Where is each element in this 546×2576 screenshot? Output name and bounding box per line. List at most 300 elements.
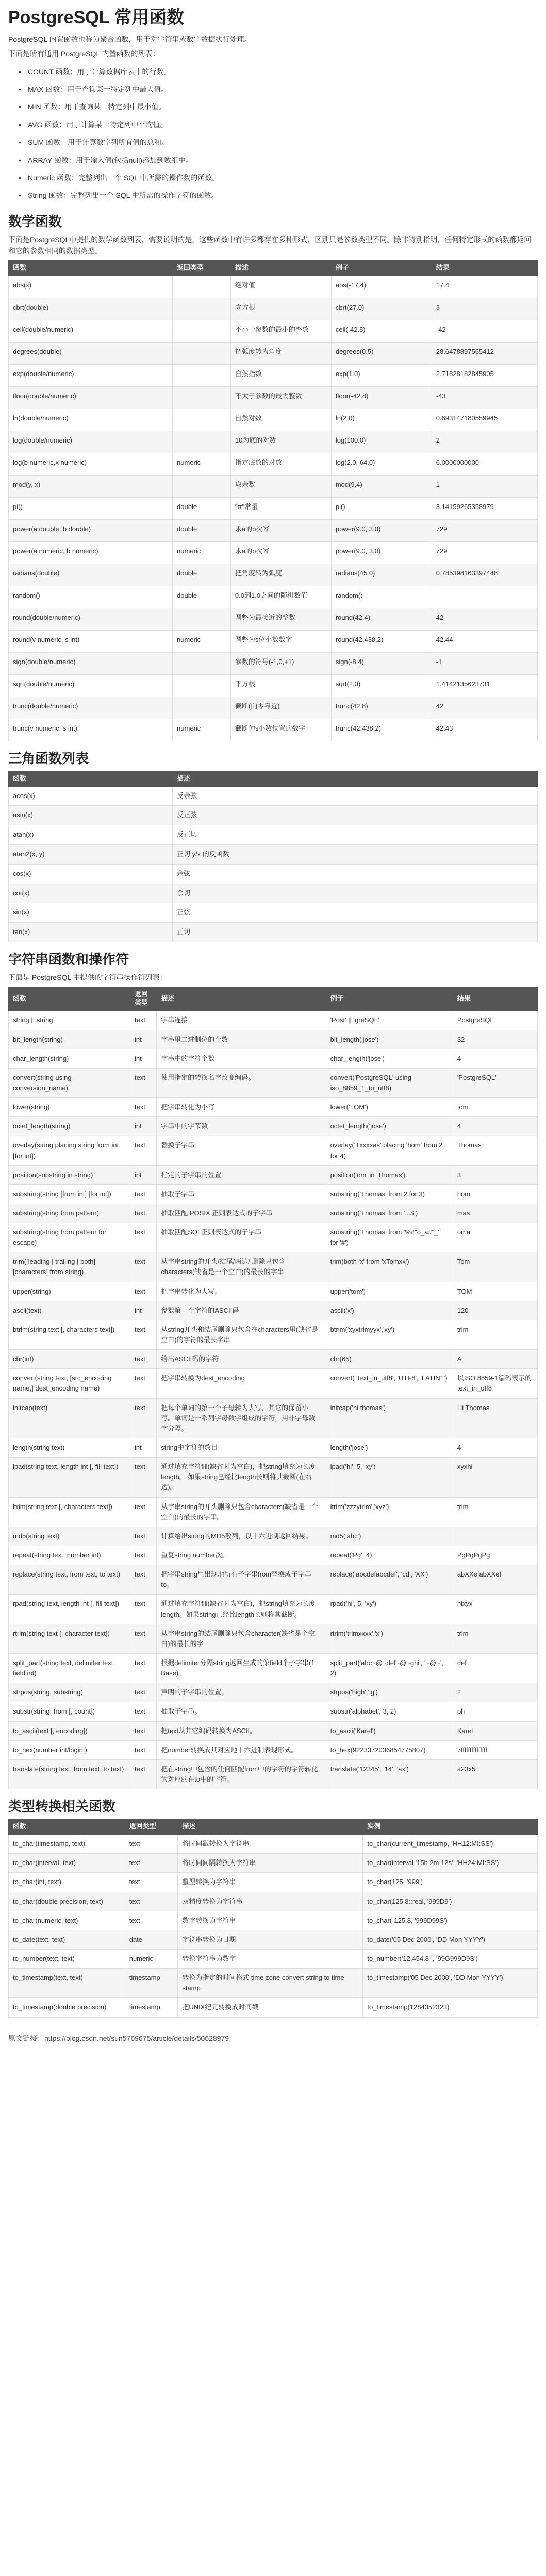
column-header: 返回类型 [130, 987, 156, 1011]
string-functions-table [8, 987, 538, 1790]
table-cell: substring('Thomas' from '...$') [326, 1204, 453, 1223]
table-cell: chr(65) [326, 1350, 453, 1369]
table-cell: substring('Thomas' from '%#"o_a#"_' for '#') [326, 1223, 453, 1252]
table-cell: 反余弦 [173, 786, 538, 806]
table-cell: 42.44 [432, 630, 537, 652]
table-cell: 从字串string的结尾删除只包含character(缺省是个空白)的最长的字 [157, 1624, 326, 1653]
table-cell: repeat('Pg', 4) [326, 1546, 453, 1565]
table-cell: translate('12345', '14', 'ax') [326, 1759, 453, 1789]
table-row [9, 697, 538, 719]
table-cell: 圆整为最接近的整数 [230, 608, 331, 630]
table-cell: 0.0到1.0之间的随机数值 [230, 586, 331, 608]
table-cell: split_part('abc~@~def~@~ghi', '~@~', 2) [326, 1654, 453, 1683]
table-cell: lower('TOM') [326, 1098, 453, 1117]
table-cell: Thomas [453, 1136, 537, 1165]
table-cell: upper('tom') [326, 1282, 453, 1301]
table-row [9, 1998, 538, 2017]
table-cell: sqrt(double/numeric) [9, 674, 173, 697]
table-cell: text [130, 1350, 156, 1369]
table-row [9, 1565, 538, 1595]
table-cell: to_char(125, '999') [363, 1873, 538, 1892]
table-cell: hixyx [453, 1595, 537, 1624]
table-row [9, 409, 538, 431]
table-cell: text [130, 1624, 156, 1653]
table-cell: 给出ASCII码的字符 [157, 1350, 326, 1369]
table-cell: -43 [432, 386, 537, 409]
table-cell: trim([leading | trailing | both] [characters] from string) [9, 1252, 130, 1282]
table-cell: Tom [453, 1252, 537, 1282]
table-cell: abs(-17.4) [331, 276, 432, 298]
table-cell: radians(45.0) [331, 564, 432, 586]
table-cell: octet_length(string) [9, 1117, 130, 1136]
table-cell: length('jose') [326, 1438, 453, 1458]
column-header: 返回类型 [125, 1819, 178, 1835]
table-cell: strpos(string, substring) [9, 1683, 130, 1702]
table-cell: PostgreSQL [453, 1011, 537, 1030]
table-cell: 求a的b次幂 [230, 519, 331, 541]
table-cell: def [453, 1654, 537, 1683]
table-cell: 把字串string里出现地所有子字串from替换成子字串to。 [157, 1565, 326, 1595]
table-cell: trunc(42.8) [331, 697, 432, 719]
table-cell: text [130, 1546, 156, 1565]
table-cell: lpad('hi', 5, 'xy') [326, 1458, 453, 1497]
table-cell: strpos('high','ig') [326, 1683, 453, 1702]
table-cell: 替换子字串 [157, 1136, 326, 1165]
table-cell: round(v numeric, s int) [9, 630, 173, 652]
table-row [9, 1740, 538, 1759]
table-cell: 120 [453, 1301, 537, 1320]
table-cell: Hi Thomas [453, 1398, 537, 1438]
table-cell: 反正切 [173, 825, 538, 845]
builtin-function-list [8, 63, 538, 205]
table-cell: degrees(0.5) [331, 342, 432, 364]
table-cell: pi() [331, 497, 432, 519]
table-cell: 数字转换为字符串 [178, 1911, 363, 1930]
table-cell: mod(9,4) [331, 475, 432, 497]
table-cell: to_char(interval, text) [9, 1854, 125, 1873]
table-cell [173, 364, 231, 386]
table-cell: to_ascii(text [, encoding]) [9, 1721, 130, 1740]
table-cell: trim(both 'x' from 'xTomxx') [326, 1252, 453, 1282]
table-cell: text [130, 1458, 156, 1497]
table-cell: 6.0000000000 [432, 453, 537, 475]
table-cell: 整型转换为字符串 [178, 1873, 363, 1892]
table-row [9, 431, 538, 453]
table-cell: tan(x) [9, 923, 173, 942]
builtin-function-item: • AVG 函数：用于计算某一特定列中平均值。 [28, 116, 538, 133]
column-header: 函数 [9, 1819, 125, 1835]
table-cell: 抽取子字串 [157, 1184, 326, 1204]
table-cell: 平方根 [230, 674, 331, 697]
table-cell: 729 [432, 519, 537, 541]
table-cell: power(9.0, 3.0) [331, 541, 432, 564]
table-cell: text [130, 1595, 156, 1624]
builtin-function-item: • Numeric 函数：完整列出一个 SQL 中所需的操作数的函数。 [28, 169, 538, 187]
table-cell: md5('abc') [326, 1527, 453, 1546]
intro-text: 下面是所有通用 PostgreSQL 内置函数的列表： [8, 49, 160, 58]
table-cell: to_char(interval '15h 2m 12s', 'HH24:MI:SS') [363, 1854, 538, 1873]
table-cell: 1 [432, 475, 537, 497]
table-row [9, 1930, 538, 1949]
table-row [9, 1030, 538, 1049]
table-cell: btrim('xyxtrimyyx','xy') [326, 1320, 453, 1349]
table-cell: log(2.0, 64.0) [331, 453, 432, 475]
builtin-function-item: • ARRAY 函数：用于输入值(包括null)添加到数组中。 [28, 151, 538, 169]
table-row [9, 1165, 538, 1184]
table-cell: 以ISO 8859-1编码表示的text_in_utf8 [453, 1369, 537, 1398]
table-cell: 'PostgreSQL' [453, 1068, 537, 1097]
table-cell: int [130, 1438, 156, 1458]
table-row [9, 1068, 538, 1097]
table-row [9, 1527, 538, 1546]
table-row [9, 1204, 538, 1223]
table-row [9, 1438, 538, 1458]
table-row [9, 806, 538, 825]
table-cell: power(a numeric, b numeric) [9, 541, 173, 564]
table-cell: 把角度转为弧度 [230, 564, 331, 586]
table-cell: ceil(-42.8) [331, 320, 432, 342]
table-cell: bit_length('jose') [326, 1030, 453, 1049]
table-row [9, 1011, 538, 1030]
table-cell: 28.6478897565412 [432, 342, 537, 364]
table-cell: 3 [453, 1165, 537, 1184]
table-cell: 计算给出string的MD5散列，以十六进制返回结果。 [157, 1527, 326, 1546]
table-cell: 转换字符串为数字 [178, 1950, 363, 1969]
table-cell: radians(double) [9, 564, 173, 586]
table-cell: 抽取子字串。 [157, 1702, 326, 1721]
table-cell: substring(string [from int] [for int]) [9, 1184, 130, 1204]
table-cell: text [130, 1320, 156, 1349]
table-cell: floor(-42.8) [331, 386, 432, 409]
table-cell: xyxhi [453, 1458, 537, 1497]
table-row [9, 1950, 538, 1969]
table-cell: exp(1.0) [331, 364, 432, 386]
table-cell: text [130, 1398, 156, 1438]
table-cell: to_number(text, text) [9, 1950, 125, 1969]
table-cell: -42 [432, 320, 537, 342]
table-cell: 余切 [173, 884, 538, 903]
table-cell: trim [453, 1320, 537, 1349]
table-cell: sqrt(2.0) [331, 674, 432, 697]
table-cell [453, 1527, 537, 1546]
table-cell: text [130, 1011, 156, 1030]
table-row [9, 519, 538, 541]
table-cell [173, 386, 231, 409]
table-cell: exp(double/numeric) [9, 364, 173, 386]
table-cell: ascii('x') [326, 1301, 453, 1320]
table-cell: text [130, 1369, 156, 1398]
table-cell: sign(-8.4) [331, 652, 432, 674]
table-row [9, 1252, 538, 1282]
table-row [9, 1350, 538, 1369]
string-description: 下面是 PostgreSQL 中提供的字符串操作符列表： [8, 973, 167, 982]
table-cell: md5(string text) [9, 1527, 130, 1546]
table-cell: 反正弦 [173, 806, 538, 825]
table-cell: to_ascii('Karel') [326, 1721, 453, 1740]
table-cell: 729 [432, 541, 537, 564]
table-cell: text [125, 1911, 178, 1930]
table-row [9, 1320, 538, 1349]
table-row [9, 1759, 538, 1789]
table-cell: 从string开头和结尾删除只包含在characters里(缺省是空白)的字符的最长字串 [157, 1320, 326, 1349]
table-cell: 把UNIX纪元转换成时间戳 [178, 1998, 363, 2017]
table-cell: double [173, 586, 231, 608]
table-cell: ltrim('zzzytrim','xyz') [326, 1497, 453, 1527]
table-cell: 把字串转化为小写 [157, 1098, 326, 1117]
table-row [9, 1369, 538, 1398]
table-cell: 把字串转换为dest_encoding [157, 1369, 326, 1398]
table-cell: initcap(text) [9, 1398, 130, 1438]
table-cell: text [125, 1835, 178, 1854]
table-cell: 把在string中包含的任何匹配from中的字符的字符转化为对应的在to中的字符。 [157, 1759, 326, 1789]
table-cell: round(42.4) [331, 608, 432, 630]
table-cell: convert(string using conversion_name) [9, 1068, 130, 1097]
table-cell: to_timestamp(double precision) [9, 1998, 125, 2017]
table-cell: 0.693147180559945 [432, 409, 537, 431]
table-cell: acos(x) [9, 786, 173, 806]
table-cell: 4 [453, 1049, 537, 1068]
table-cell: 从字串string的开头/结尾/两边/ 删除只包含characters(缺省是一个空白)的最长的字串 [157, 1252, 326, 1282]
builtin-function-item: • MAX 函数：用于查询某一特定列中最大值。 [28, 80, 538, 98]
table-cell: overlay('Txxxxas' placing 'hom' from 2 for 4) [326, 1136, 453, 1165]
table-cell: pi() [9, 497, 173, 519]
table-cell: 把字串转化为大写。 [157, 1282, 326, 1301]
table-cell: numeric [173, 541, 231, 564]
table-cell: text [130, 1683, 156, 1702]
table-row [9, 652, 538, 674]
builtin-function-item: • COUNT 函数：用于计算数据库表中的行数。 [28, 63, 538, 80]
table-cell: 字串中的字符个数 [157, 1049, 326, 1068]
table-row [9, 541, 538, 564]
table-cell: overlay(string placing string from int [for int]) [9, 1136, 130, 1165]
table-cell: text [130, 1252, 156, 1282]
table-cell: position('om' in 'Thomas') [326, 1165, 453, 1184]
table-cell: 2 [432, 431, 537, 453]
table-cell: to_char(125.8::real, '999D9') [363, 1892, 538, 1911]
column-header: 结果 [453, 987, 537, 1011]
table-cell: substring(string from pattern for escape) [9, 1223, 130, 1252]
table-cell: text [125, 1854, 178, 1873]
table-cell: numeric [173, 719, 231, 741]
table-cell: substr(string, from [, count]) [9, 1702, 130, 1721]
table-cell: round(42.438,2) [331, 630, 432, 652]
table-row [9, 1398, 538, 1438]
builtin-function-item: • SUM 函数：用于计算数字列所有值的总和。 [28, 133, 538, 151]
table-cell: 0.785398163397448 [432, 564, 537, 586]
table-cell: rtrim('trimxxxx','x') [326, 1624, 453, 1653]
table-cell: sign(double/numeric) [9, 652, 173, 674]
table-cell: 4 [453, 1438, 537, 1458]
table-cell [173, 320, 231, 342]
table-cell: cbrt(27.0) [331, 298, 432, 320]
table-cell: 3.14159265358979 [432, 497, 537, 519]
table-row [9, 1546, 538, 1565]
table-row [9, 564, 538, 586]
section-heading-string: 字符串函数和操作符 [8, 952, 129, 968]
table-cell: to_timestamp(text, text) [9, 1969, 125, 1998]
table-cell: atan2(x, y) [9, 845, 173, 865]
table-cell: numeric [173, 453, 231, 475]
table-cell: text [130, 1654, 156, 1683]
table-cell: convert(string text, [src_encoding name,] dest_encoding name) [9, 1369, 130, 1398]
table-cell [173, 674, 231, 697]
table-cell: substring(string from pattern) [9, 1204, 130, 1223]
table-cell: sin(x) [9, 903, 173, 923]
table-row [9, 298, 538, 320]
table-cell: to_timestamp(1284352323) [363, 1998, 538, 2017]
source-link[interactable]: 原文链接：https://blog.csdn.net/sun5769675/article/details/50628979 [8, 2025, 538, 2049]
table-row [9, 320, 538, 342]
table-row [9, 1911, 538, 1930]
table-cell: 参数第一个字符的ASCII码 [157, 1301, 326, 1320]
table-cell [173, 342, 231, 364]
table-cell: 绝对值 [230, 276, 331, 298]
table-cell: 把每个单词的第一个子母转为大写，其它的保留小写。单词是一系列字母数字组成的字符，用非字母数字分隔。 [157, 1398, 326, 1438]
table-cell [432, 586, 537, 608]
table-cell: to_hex(number int/bigint) [9, 1740, 130, 1759]
table-cell: 字串连接 [157, 1011, 326, 1030]
table-cell: lpad(string text, length int [, fill text]) [9, 1458, 130, 1497]
intro-text: PostgreSQL 内置函数也称为聚合函数，用于对字符串或数字数据执行处理。 [8, 35, 252, 43]
table-cell: int [130, 1301, 156, 1320]
table-cell: to_char(timestamp, text) [9, 1835, 125, 1854]
table-cell: random() [331, 586, 432, 608]
table-cell: text [130, 1759, 156, 1789]
table-cell: to_number('12,454.8-', '99G999D9S') [363, 1950, 538, 1969]
page-title: PostgreSQL 常用函数 [8, 8, 185, 27]
table-cell: 42 [432, 608, 537, 630]
table-row [9, 1049, 538, 1068]
table-cell: power(9.0, 3.0) [331, 519, 432, 541]
table-cell: 32 [453, 1030, 537, 1049]
table-cell: ceil(double/numeric) [9, 320, 173, 342]
table-cell [173, 652, 231, 674]
table-cell: replace('abcdefabcdef', 'cd', 'XX') [326, 1565, 453, 1595]
section-heading-math: 数学函数 [8, 213, 62, 229]
table-cell [173, 298, 231, 320]
table-row [9, 1854, 538, 1873]
table-cell: text [125, 1892, 178, 1911]
table-cell: char_length('jose') [326, 1049, 453, 1068]
table-cell: a23x5 [453, 1759, 537, 1789]
table-cell: 'Post' || 'greSQL' [326, 1011, 453, 1030]
table-cell: 根据delimiter分隔string返回生成的第field个子字串(1 Base)。 [157, 1654, 326, 1683]
table-cell: string中字符的数目 [157, 1438, 326, 1458]
table-cell: to_char(int, text) [9, 1873, 125, 1892]
table-cell: cot(x) [9, 884, 173, 903]
table-row [9, 1683, 538, 1702]
table-cell: trunc(double/numeric) [9, 697, 173, 719]
table-cell: 通过填充字符fill(缺省时为空白)，把string填充为长度length。如果string已经比length长则将其截断。 [157, 1595, 326, 1624]
table-row [9, 475, 538, 497]
table-row [9, 386, 538, 409]
table-cell: to_char(numeric, text) [9, 1911, 125, 1930]
table-row [9, 1702, 538, 1721]
table-cell: substring('Thomas' from 2 for 3) [326, 1184, 453, 1204]
table-row [9, 1892, 538, 1911]
table-cell: 立方根 [230, 298, 331, 320]
table-cell: text [125, 1873, 178, 1892]
table-cell: text [130, 1702, 156, 1721]
table-row [9, 1497, 538, 1527]
table-cell: repeat(string text, number int) [9, 1546, 130, 1565]
table-cell: 抽取匹配SQL正则表达式的子字串 [157, 1223, 326, 1252]
table-cell [173, 431, 231, 453]
table-cell: trim [453, 1624, 537, 1653]
table-row [9, 1136, 538, 1165]
table-cell: ln(2.0) [331, 409, 432, 431]
table-cell: 将时间间隔转换为字符串 [178, 1854, 363, 1873]
table-row [9, 1117, 538, 1136]
table-cell: abXXefabXXef [453, 1565, 537, 1595]
column-header: 返回类型 [173, 260, 231, 276]
table-cell: 字符串转换为日期 [178, 1930, 363, 1949]
table-cell: text [130, 1497, 156, 1527]
table-row [9, 825, 538, 845]
table-cell: int [130, 1117, 156, 1136]
table-cell: substr('alphabet', 3, 2) [326, 1702, 453, 1721]
table-cell [173, 475, 231, 497]
table-cell: text [130, 1184, 156, 1204]
table-cell: -1 [432, 652, 537, 674]
table-cell: 2.71828182845905 [432, 364, 537, 386]
table-row [9, 1282, 538, 1301]
table-cell: lower(string) [9, 1098, 130, 1117]
builtin-function-item: • String 函数：完整列出一个 SQL 中所需的操作字符的函数。 [28, 187, 538, 204]
table-cell: text [130, 1068, 156, 1097]
table-row [9, 364, 538, 386]
table-cell: 正切 [173, 923, 538, 942]
column-header: 描述 [178, 1819, 363, 1835]
table-cell: degrees(double) [9, 342, 173, 364]
table-row [9, 276, 538, 298]
table-cell: 求a的b次幂 [230, 541, 331, 564]
column-header: 描述 [173, 771, 538, 786]
column-header: 例子 [331, 260, 432, 276]
table-cell: 不大于参数的最大整数 [230, 386, 331, 409]
table-cell: 自然对数 [230, 409, 331, 431]
table-row [9, 1835, 538, 1854]
table-row [9, 1184, 538, 1204]
table-row [9, 884, 538, 903]
table-row [9, 845, 538, 865]
table-cell: atan(x) [9, 825, 173, 845]
table-cell [173, 276, 231, 298]
table-cell: 4 [453, 1117, 537, 1136]
table-row [9, 1969, 538, 1998]
table-cell: 转换为指定的时间格式 time zone convert string to time stamp [178, 1969, 363, 1998]
table-cell: initcap('hi thomas') [326, 1398, 453, 1438]
table-row [9, 342, 538, 364]
table-row [9, 497, 538, 519]
table-cell: date [125, 1930, 178, 1949]
table-cell: 从字串string的开头删除只包含characters(缺省是一个空白)的最长的字串。 [157, 1497, 326, 1527]
table-cell: replace(string text, from text, to text) [9, 1565, 130, 1595]
table-cell: convert( 'text_in_utf8', 'UTF8', 'LATIN1') [326, 1369, 453, 1398]
table-cell: cbrt(double) [9, 298, 173, 320]
table-cell: TOM [453, 1282, 537, 1301]
table-cell: 把text从其它编码转换为ASCII。 [157, 1721, 326, 1740]
table-cell: text [130, 1527, 156, 1546]
table-cell: to_char(-125.8, '999D99S') [363, 1911, 538, 1930]
table-cell: round(double/numeric) [9, 608, 173, 630]
table-cell: 3 [432, 298, 537, 320]
table-cell: text [130, 1136, 156, 1165]
table-cell: 把弧度转为角度 [230, 342, 331, 364]
table-cell: bit_length(string) [9, 1030, 130, 1049]
table-cell: timestamp [125, 1998, 178, 2017]
table-row [9, 608, 538, 630]
